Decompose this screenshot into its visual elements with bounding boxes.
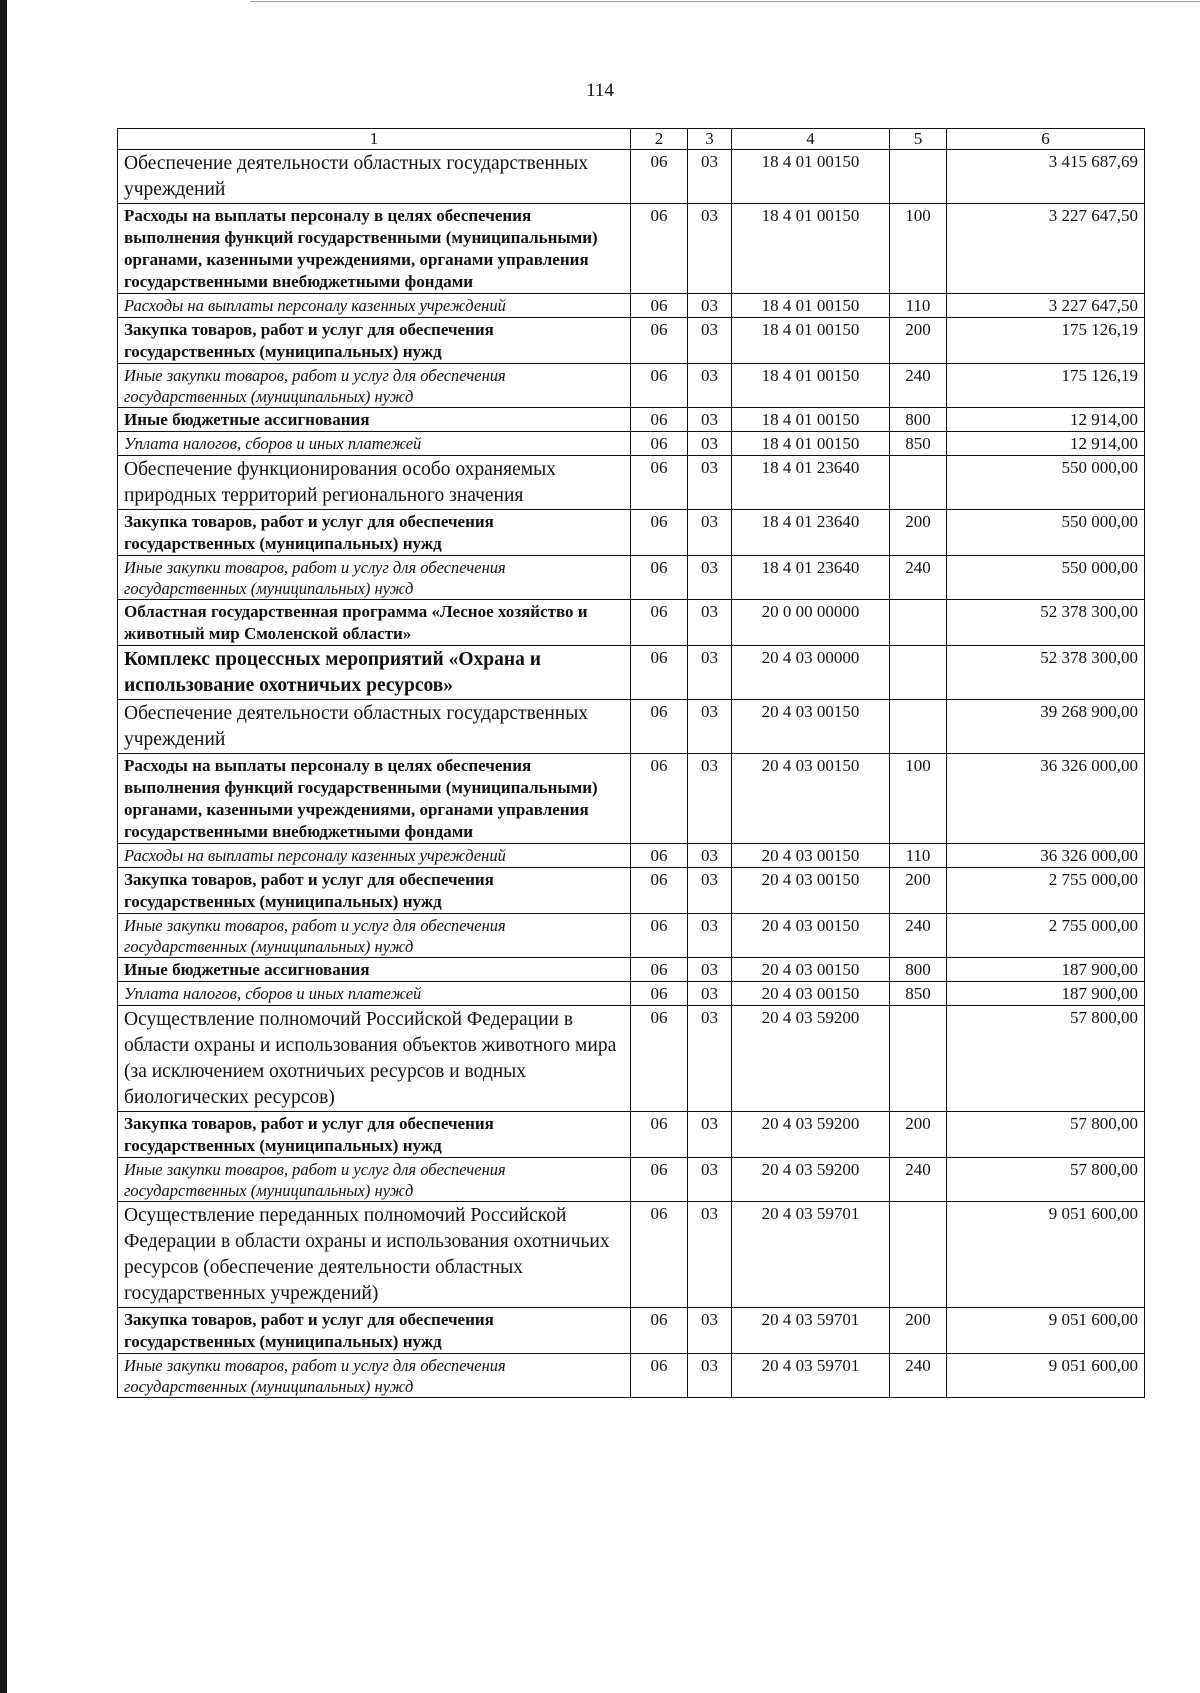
column-number-6: 6: [947, 129, 1145, 150]
section-code-cell: 06: [631, 600, 688, 646]
target-article-cell: 18 4 01 23640: [732, 510, 890, 556]
section-code-cell: 06: [631, 646, 688, 700]
expense-type-cell: [890, 600, 947, 646]
expense-type-cell: 800: [890, 408, 947, 432]
subsection-code-cell: 03: [688, 700, 732, 754]
expense-type-cell: 240: [890, 556, 947, 600]
row-name-cell: Иные бюджетные ассигнования: [118, 958, 631, 982]
table-row: [118, 646, 1145, 700]
subsection-code-cell: 03: [688, 1158, 732, 1202]
subsection-code-cell: 03: [688, 600, 732, 646]
section-code-cell: 06: [631, 1006, 688, 1112]
section-code-cell: 06: [631, 958, 688, 982]
table-row: [118, 432, 1145, 456]
amount-cell: 39 268 900,00: [947, 700, 1145, 754]
amount-cell: 36 326 000,00: [947, 844, 1145, 868]
expense-type-cell: 240: [890, 1158, 947, 1202]
subsection-code-cell: 03: [688, 150, 732, 204]
expense-type-cell: 200: [890, 1112, 947, 1158]
row-name-cell: Закупка товаров, работ и услуг для обеспечения государственных (муниципальных) нужд: [118, 1112, 631, 1158]
amount-cell: 57 800,00: [947, 1112, 1145, 1158]
target-article-cell: 18 4 01 00150: [732, 294, 890, 318]
row-name-cell: Иные бюджетные ассигнования: [118, 408, 631, 432]
row-name-cell: Уплата налогов, сборов и иных платежей: [118, 432, 631, 456]
subsection-code-cell: 03: [688, 408, 732, 432]
subsection-code-cell: 03: [688, 432, 732, 456]
expense-type-cell: 200: [890, 1308, 947, 1354]
amount-cell: 187 900,00: [947, 958, 1145, 982]
subsection-code-cell: 03: [688, 204, 732, 294]
expense-type-cell: 110: [890, 844, 947, 868]
target-article-cell: 18 4 01 23640: [732, 456, 890, 510]
page-number: 114: [586, 80, 614, 101]
amount-cell: 550 000,00: [947, 556, 1145, 600]
amount-cell: 550 000,00: [947, 456, 1145, 510]
target-article-cell: 18 4 01 00150: [732, 150, 890, 204]
table-row: [118, 982, 1145, 1006]
row-name-cell: Осуществление полномочий Российской Федерации в области охраны и использования объектов животного мира (за исключением охотничьих ресурсов и водных биологических ресурсов): [118, 1006, 631, 1112]
section-code-cell: 06: [631, 294, 688, 318]
row-name-cell: Закупка товаров, работ и услуг для обеспечения государственных (муниципальных) нужд: [118, 868, 631, 914]
table-row: [118, 958, 1145, 982]
amount-cell: 175 126,19: [947, 364, 1145, 408]
amount-cell: 57 800,00: [947, 1006, 1145, 1112]
column-number-3: 3: [688, 129, 732, 150]
section-code-cell: 06: [631, 364, 688, 408]
section-code-cell: 06: [631, 982, 688, 1006]
section-code-cell: 06: [631, 204, 688, 294]
section-code-cell: 06: [631, 150, 688, 204]
amount-cell: 57 800,00: [947, 1158, 1145, 1202]
section-code-cell: 06: [631, 1158, 688, 1202]
subsection-code-cell: 03: [688, 844, 732, 868]
table-row: [118, 1006, 1145, 1112]
amount-cell: 3 227 647,50: [947, 204, 1145, 294]
target-article-cell: 20 4 03 00150: [732, 914, 890, 958]
expense-type-cell: 800: [890, 958, 947, 982]
table-row: [118, 868, 1145, 914]
row-name-cell: Закупка товаров, работ и услуг для обеспечения государственных (муниципальных) нужд: [118, 1308, 631, 1354]
table-row: [118, 700, 1145, 754]
subsection-code-cell: 03: [688, 1202, 732, 1308]
subsection-code-cell: 03: [688, 510, 732, 556]
amount-cell: 9 051 600,00: [947, 1202, 1145, 1308]
table-row: [118, 318, 1145, 364]
section-code-cell: 06: [631, 1308, 688, 1354]
section-code-cell: 06: [631, 318, 688, 364]
target-article-cell: 20 4 03 00150: [732, 700, 890, 754]
target-article-cell: 20 4 03 59701: [732, 1202, 890, 1308]
subsection-code-cell: 03: [688, 318, 732, 364]
table-row: [118, 408, 1145, 432]
target-article-cell: 18 4 01 00150: [732, 432, 890, 456]
section-code-cell: 06: [631, 754, 688, 844]
table-row: [118, 1158, 1145, 1202]
table-row: [118, 600, 1145, 646]
target-article-cell: 20 0 00 00000: [732, 600, 890, 646]
expense-type-cell: [890, 646, 947, 700]
target-article-cell: 20 4 03 00000: [732, 646, 890, 700]
subsection-code-cell: 03: [688, 364, 732, 408]
table-row: [118, 844, 1145, 868]
expense-type-cell: 240: [890, 914, 947, 958]
amount-cell: 3 227 647,50: [947, 294, 1145, 318]
expense-type-cell: 240: [890, 364, 947, 408]
subsection-code-cell: 03: [688, 1112, 732, 1158]
target-article-cell: 18 4 01 00150: [732, 364, 890, 408]
subsection-code-cell: 03: [688, 868, 732, 914]
expense-type-cell: [890, 1202, 947, 1308]
section-code-cell: 06: [631, 844, 688, 868]
row-name-cell: Обеспечение деятельности областных государственных учреждений: [118, 700, 631, 754]
expense-type-cell: 100: [890, 204, 947, 294]
row-name-cell: Иные закупки товаров, работ и услуг для обеспечения государственных (муниципальных) нужд: [118, 914, 631, 958]
table-row: [118, 456, 1145, 510]
table-row: [118, 150, 1145, 204]
scan-left-edge: [0, 0, 7, 1693]
table-row: [118, 556, 1145, 600]
expense-type-cell: 850: [890, 982, 947, 1006]
table-row: [118, 1112, 1145, 1158]
target-article-cell: 20 4 03 00150: [732, 844, 890, 868]
table-row: [118, 1354, 1145, 1398]
amount-cell: 2 755 000,00: [947, 914, 1145, 958]
expense-type-cell: [890, 700, 947, 754]
row-name-cell: Осуществление переданных полномочий Российской Федерации в области охраны и использования охотничьих ресурсов (обеспечение деятельности областных государственных учреждений): [118, 1202, 631, 1308]
row-name-cell: Иные закупки товаров, работ и услуг для обеспечения государственных (муниципальных) нужд: [118, 1354, 631, 1398]
subsection-code-cell: 03: [688, 754, 732, 844]
amount-cell: 9 051 600,00: [947, 1308, 1145, 1354]
section-code-cell: 06: [631, 510, 688, 556]
subsection-code-cell: 03: [688, 1354, 732, 1398]
table-row: [118, 1202, 1145, 1308]
table-row: [118, 294, 1145, 318]
target-article-cell: 20 4 03 00150: [732, 868, 890, 914]
expense-type-cell: [890, 1006, 947, 1112]
row-name-cell: Закупка товаров, работ и услуг для обеспечения государственных (муниципальных) нужд: [118, 510, 631, 556]
section-code-cell: 06: [631, 456, 688, 510]
column-number-row: [118, 129, 1145, 150]
row-name-cell: Обеспечение деятельности областных государственных учреждений: [118, 150, 631, 204]
amount-cell: 52 378 300,00: [947, 600, 1145, 646]
section-code-cell: 06: [631, 868, 688, 914]
amount-cell: 12 914,00: [947, 408, 1145, 432]
subsection-code-cell: 03: [688, 294, 732, 318]
amount-cell: 9 051 600,00: [947, 1354, 1145, 1398]
target-article-cell: 20 4 03 00150: [732, 958, 890, 982]
budget-table: [117, 128, 1145, 1398]
row-name-cell: Уплата налогов, сборов и иных платежей: [118, 982, 631, 1006]
row-name-cell: Расходы на выплаты персоналу в целях обеспечения выполнения функций государственными (муниципальными) органами, казенными учреждениями, органами управления государственными внебюджетными фондами: [118, 204, 631, 294]
section-code-cell: 06: [631, 432, 688, 456]
table-row: [118, 204, 1145, 294]
amount-cell: 3 415 687,69: [947, 150, 1145, 204]
section-code-cell: 06: [631, 914, 688, 958]
target-article-cell: 20 4 03 59200: [732, 1158, 890, 1202]
row-name-cell: Расходы на выплаты персоналу казенных учреждений: [118, 844, 631, 868]
expense-type-cell: [890, 150, 947, 204]
section-code-cell: 06: [631, 408, 688, 432]
target-article-cell: 18 4 01 00150: [732, 408, 890, 432]
amount-cell: 36 326 000,00: [947, 754, 1145, 844]
amount-cell: 187 900,00: [947, 982, 1145, 1006]
amount-cell: 550 000,00: [947, 510, 1145, 556]
table-row: [118, 510, 1145, 556]
subsection-code-cell: 03: [688, 982, 732, 1006]
subsection-code-cell: 03: [688, 1308, 732, 1354]
row-name-cell: Иные закупки товаров, работ и услуг для обеспечения государственных (муниципальных) нужд: [118, 364, 631, 408]
table-row: [118, 364, 1145, 408]
amount-cell: 12 914,00: [947, 432, 1145, 456]
row-name-cell: Расходы на выплаты персоналу в целях обеспечения выполнения функций государственными (муниципальными) органами, казенными учреждениями, органами управления государственными внебюджетными фондами: [118, 754, 631, 844]
section-code-cell: 06: [631, 1202, 688, 1308]
section-code-cell: 06: [631, 1354, 688, 1398]
table-row: [118, 914, 1145, 958]
expense-type-cell: [890, 456, 947, 510]
column-number-1: 1: [118, 129, 631, 150]
table-row: [118, 1308, 1145, 1354]
target-article-cell: 18 4 01 00150: [732, 204, 890, 294]
section-code-cell: 06: [631, 556, 688, 600]
target-article-cell: 18 4 01 23640: [732, 556, 890, 600]
subsection-code-cell: 03: [688, 914, 732, 958]
amount-cell: 2 755 000,00: [947, 868, 1145, 914]
expense-type-cell: 850: [890, 432, 947, 456]
row-name-cell: Расходы на выплаты персоналу казенных учреждений: [118, 294, 631, 318]
table-row: [118, 754, 1145, 844]
expense-type-cell: 100: [890, 754, 947, 844]
column-number-4: 4: [732, 129, 890, 150]
scan-top-line: [250, 1, 1200, 2]
row-name-cell: Закупка товаров, работ и услуг для обеспечения государственных (муниципальных) нужд: [118, 318, 631, 364]
row-name-cell: Комплекс процессных мероприятий «Охрана и использование охотничьих ресурсов»: [118, 646, 631, 700]
expense-type-cell: 240: [890, 1354, 947, 1398]
target-article-cell: 20 4 03 00150: [732, 754, 890, 844]
expense-type-cell: 200: [890, 318, 947, 364]
subsection-code-cell: 03: [688, 1006, 732, 1112]
section-code-cell: 06: [631, 700, 688, 754]
subsection-code-cell: 03: [688, 556, 732, 600]
subsection-code-cell: 03: [688, 958, 732, 982]
expense-type-cell: 200: [890, 510, 947, 556]
target-article-cell: 18 4 01 00150: [732, 318, 890, 364]
expense-type-cell: 200: [890, 868, 947, 914]
target-article-cell: 20 4 03 59200: [732, 1112, 890, 1158]
subsection-code-cell: 03: [688, 646, 732, 700]
budget-table-body: [118, 129, 1145, 1398]
row-name-cell: Иные закупки товаров, работ и услуг для обеспечения государственных (муниципальных) нужд: [118, 556, 631, 600]
amount-cell: 175 126,19: [947, 318, 1145, 364]
row-name-cell: Областная государственная программа «Лесное хозяйство и животный мир Смоленской области»: [118, 600, 631, 646]
section-code-cell: 06: [631, 1112, 688, 1158]
row-name-cell: Иные закупки товаров, работ и услуг для обеспечения государственных (муниципальных) нужд: [118, 1158, 631, 1202]
column-number-5: 5: [890, 129, 947, 150]
expense-type-cell: 110: [890, 294, 947, 318]
target-article-cell: 20 4 03 59701: [732, 1308, 890, 1354]
column-number-2: 2: [631, 129, 688, 150]
target-article-cell: 20 4 03 59701: [732, 1354, 890, 1398]
amount-cell: 52 378 300,00: [947, 646, 1145, 700]
target-article-cell: 20 4 03 00150: [732, 982, 890, 1006]
row-name-cell: Обеспечение функционирования особо охраняемых природных территорий регионального значения: [118, 456, 631, 510]
subsection-code-cell: 03: [688, 456, 732, 510]
target-article-cell: 20 4 03 59200: [732, 1006, 890, 1112]
